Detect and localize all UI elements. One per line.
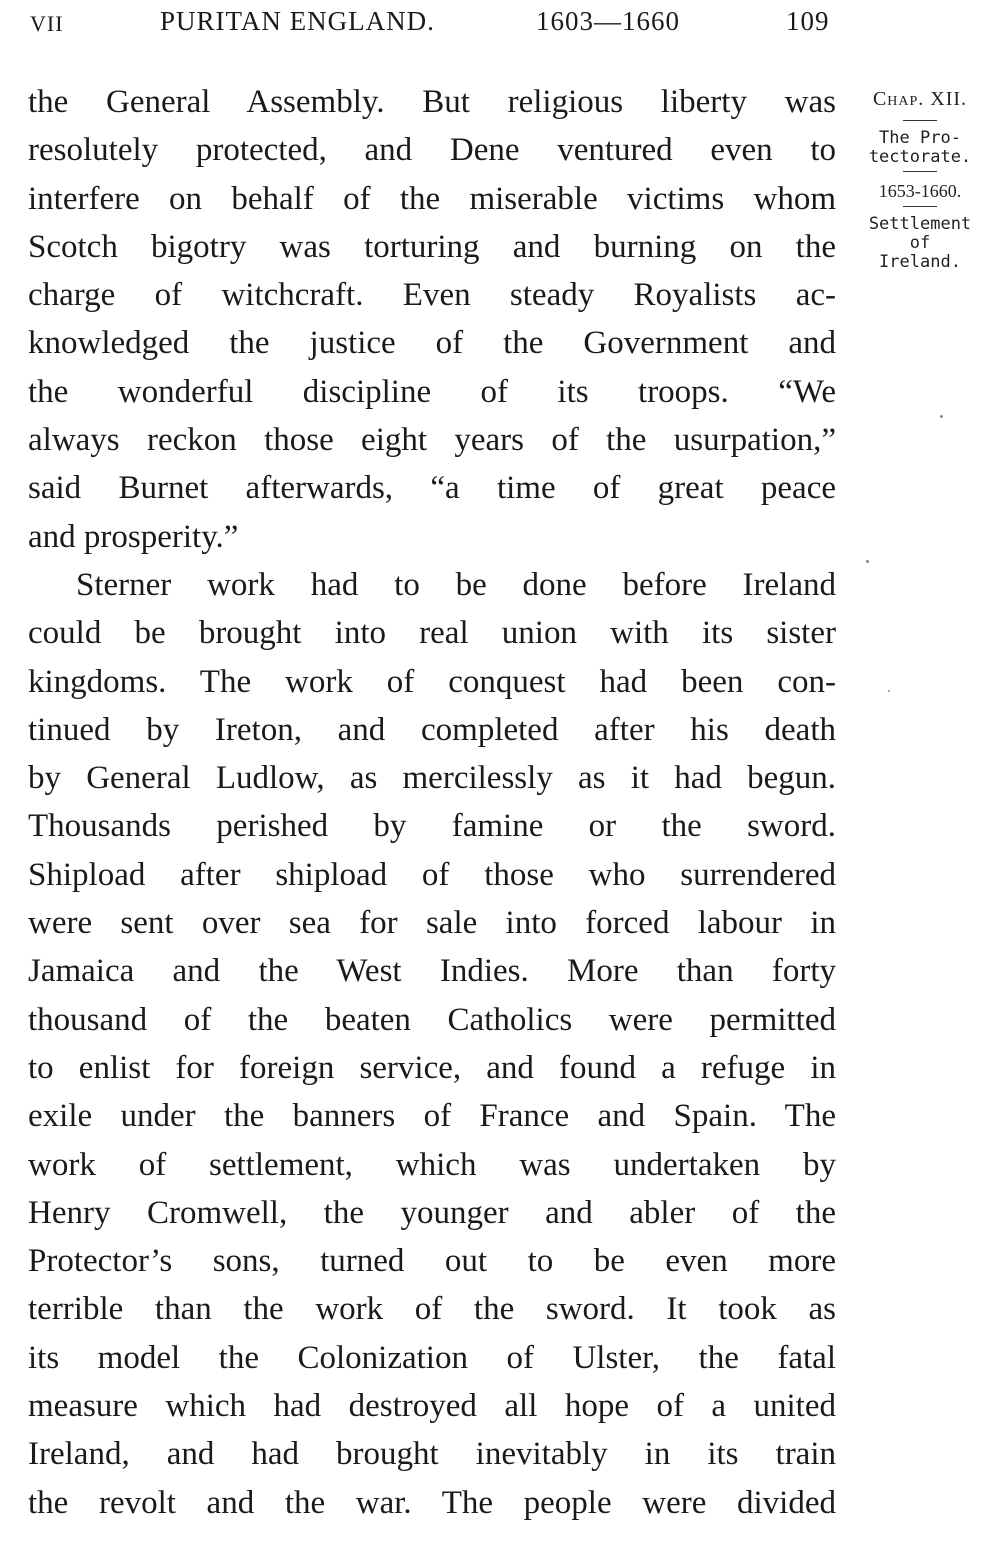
text-line: work of settlement, which was undertaken by — [28, 1146, 836, 1183]
paragraph-start-line: Sterner work had to be done before Ireland — [76, 566, 836, 603]
text-line: knowledged the justice of the Government and — [28, 325, 836, 362]
date-range: 1603—1660 — [536, 6, 680, 36]
marginal-notes — [852, 88, 988, 276]
paragraph-end-line: and prosperity.” — [28, 518, 239, 555]
text-line: kingdoms. The work of conquest had been con- — [28, 663, 836, 700]
text-line: to enlist for foreign service, and found a refuge in — [28, 1049, 836, 1086]
text-line: exile under the banners of France and Spain. The — [28, 1098, 836, 1135]
text-line: resolutely protected, and Dene ventured even to — [28, 132, 836, 169]
text-line: Thousands perished by famine or the sword. — [28, 808, 836, 845]
margin-rule — [903, 171, 937, 172]
text-line: interfere on behalf of the miserable victims whom — [28, 180, 836, 217]
scan-speck — [866, 560, 869, 563]
running-head — [0, 6, 1000, 46]
text-line: thousand of the beaten Catholics were permitted — [28, 1001, 836, 1038]
margin-dates: 1653-1660. — [878, 181, 962, 201]
text-line: charge of witchcraft. Even steady Royalists ac- — [28, 277, 836, 314]
text-line: measure which had destroyed all hope of a united — [28, 1388, 836, 1425]
margin-subtopic — [852, 215, 988, 272]
margin-subtopic-line: Settlement — [868, 214, 972, 234]
text-line: by General Ludlow, as mercilessly as it had begun. — [28, 760, 836, 797]
text-line: terrible than the work of the sword. It took as — [28, 1291, 836, 1328]
margin-topic-line: tectorate. — [868, 147, 972, 167]
margin-subtopic-line: of — [909, 233, 931, 253]
text-line: Jamaica and the West Indies. More than forty — [28, 953, 836, 990]
text-line: the General Assembly. But religious liberty was — [28, 84, 836, 120]
text-line: always reckon those eight years of the usurpation,” — [28, 422, 836, 459]
text-line: Protector’s sons, turned out to be even more — [28, 1243, 836, 1280]
text-line: said Burnet afterwards, “a time of great peace — [28, 470, 836, 507]
text-line: could be brought into real union with its sister — [28, 615, 836, 652]
text-line: the revolt and the war. The people were divided — [28, 1484, 836, 1521]
text-line: Scotch bigotry was torturing and burning on the — [28, 228, 836, 265]
margin-rule — [903, 206, 937, 207]
text-line: Ireland, and had brought inevitably in its train — [28, 1436, 836, 1473]
page-number: 109 — [786, 6, 830, 36]
text-line: the wonderful discipline of its troops. “We — [28, 373, 836, 410]
margin-rule — [903, 120, 937, 121]
book-title: PURITAN ENGLAND. — [160, 6, 435, 36]
scan-speck — [888, 690, 890, 692]
chapter-number: VII — [30, 11, 64, 36]
text-line: were sent over sea for sale into forced labour in — [28, 905, 836, 942]
margin-topic — [852, 129, 988, 167]
scan-speck — [940, 415, 943, 418]
text-line: Shipload after shipload of those who surrendered — [28, 856, 836, 893]
body-text — [28, 78, 836, 1527]
text-line: its model the Colonization of Ulster, the fatal — [28, 1339, 836, 1376]
text-line: Henry Cromwell, the younger and abler of the — [28, 1194, 836, 1231]
margin-subtopic-line: Ireland. — [879, 252, 961, 272]
text-line: tinued by Ireton, and completed after his death — [28, 711, 836, 748]
margin-topic-line: The Pro- — [879, 128, 961, 148]
margin-chapter: Chap. XII. — [872, 88, 968, 110]
